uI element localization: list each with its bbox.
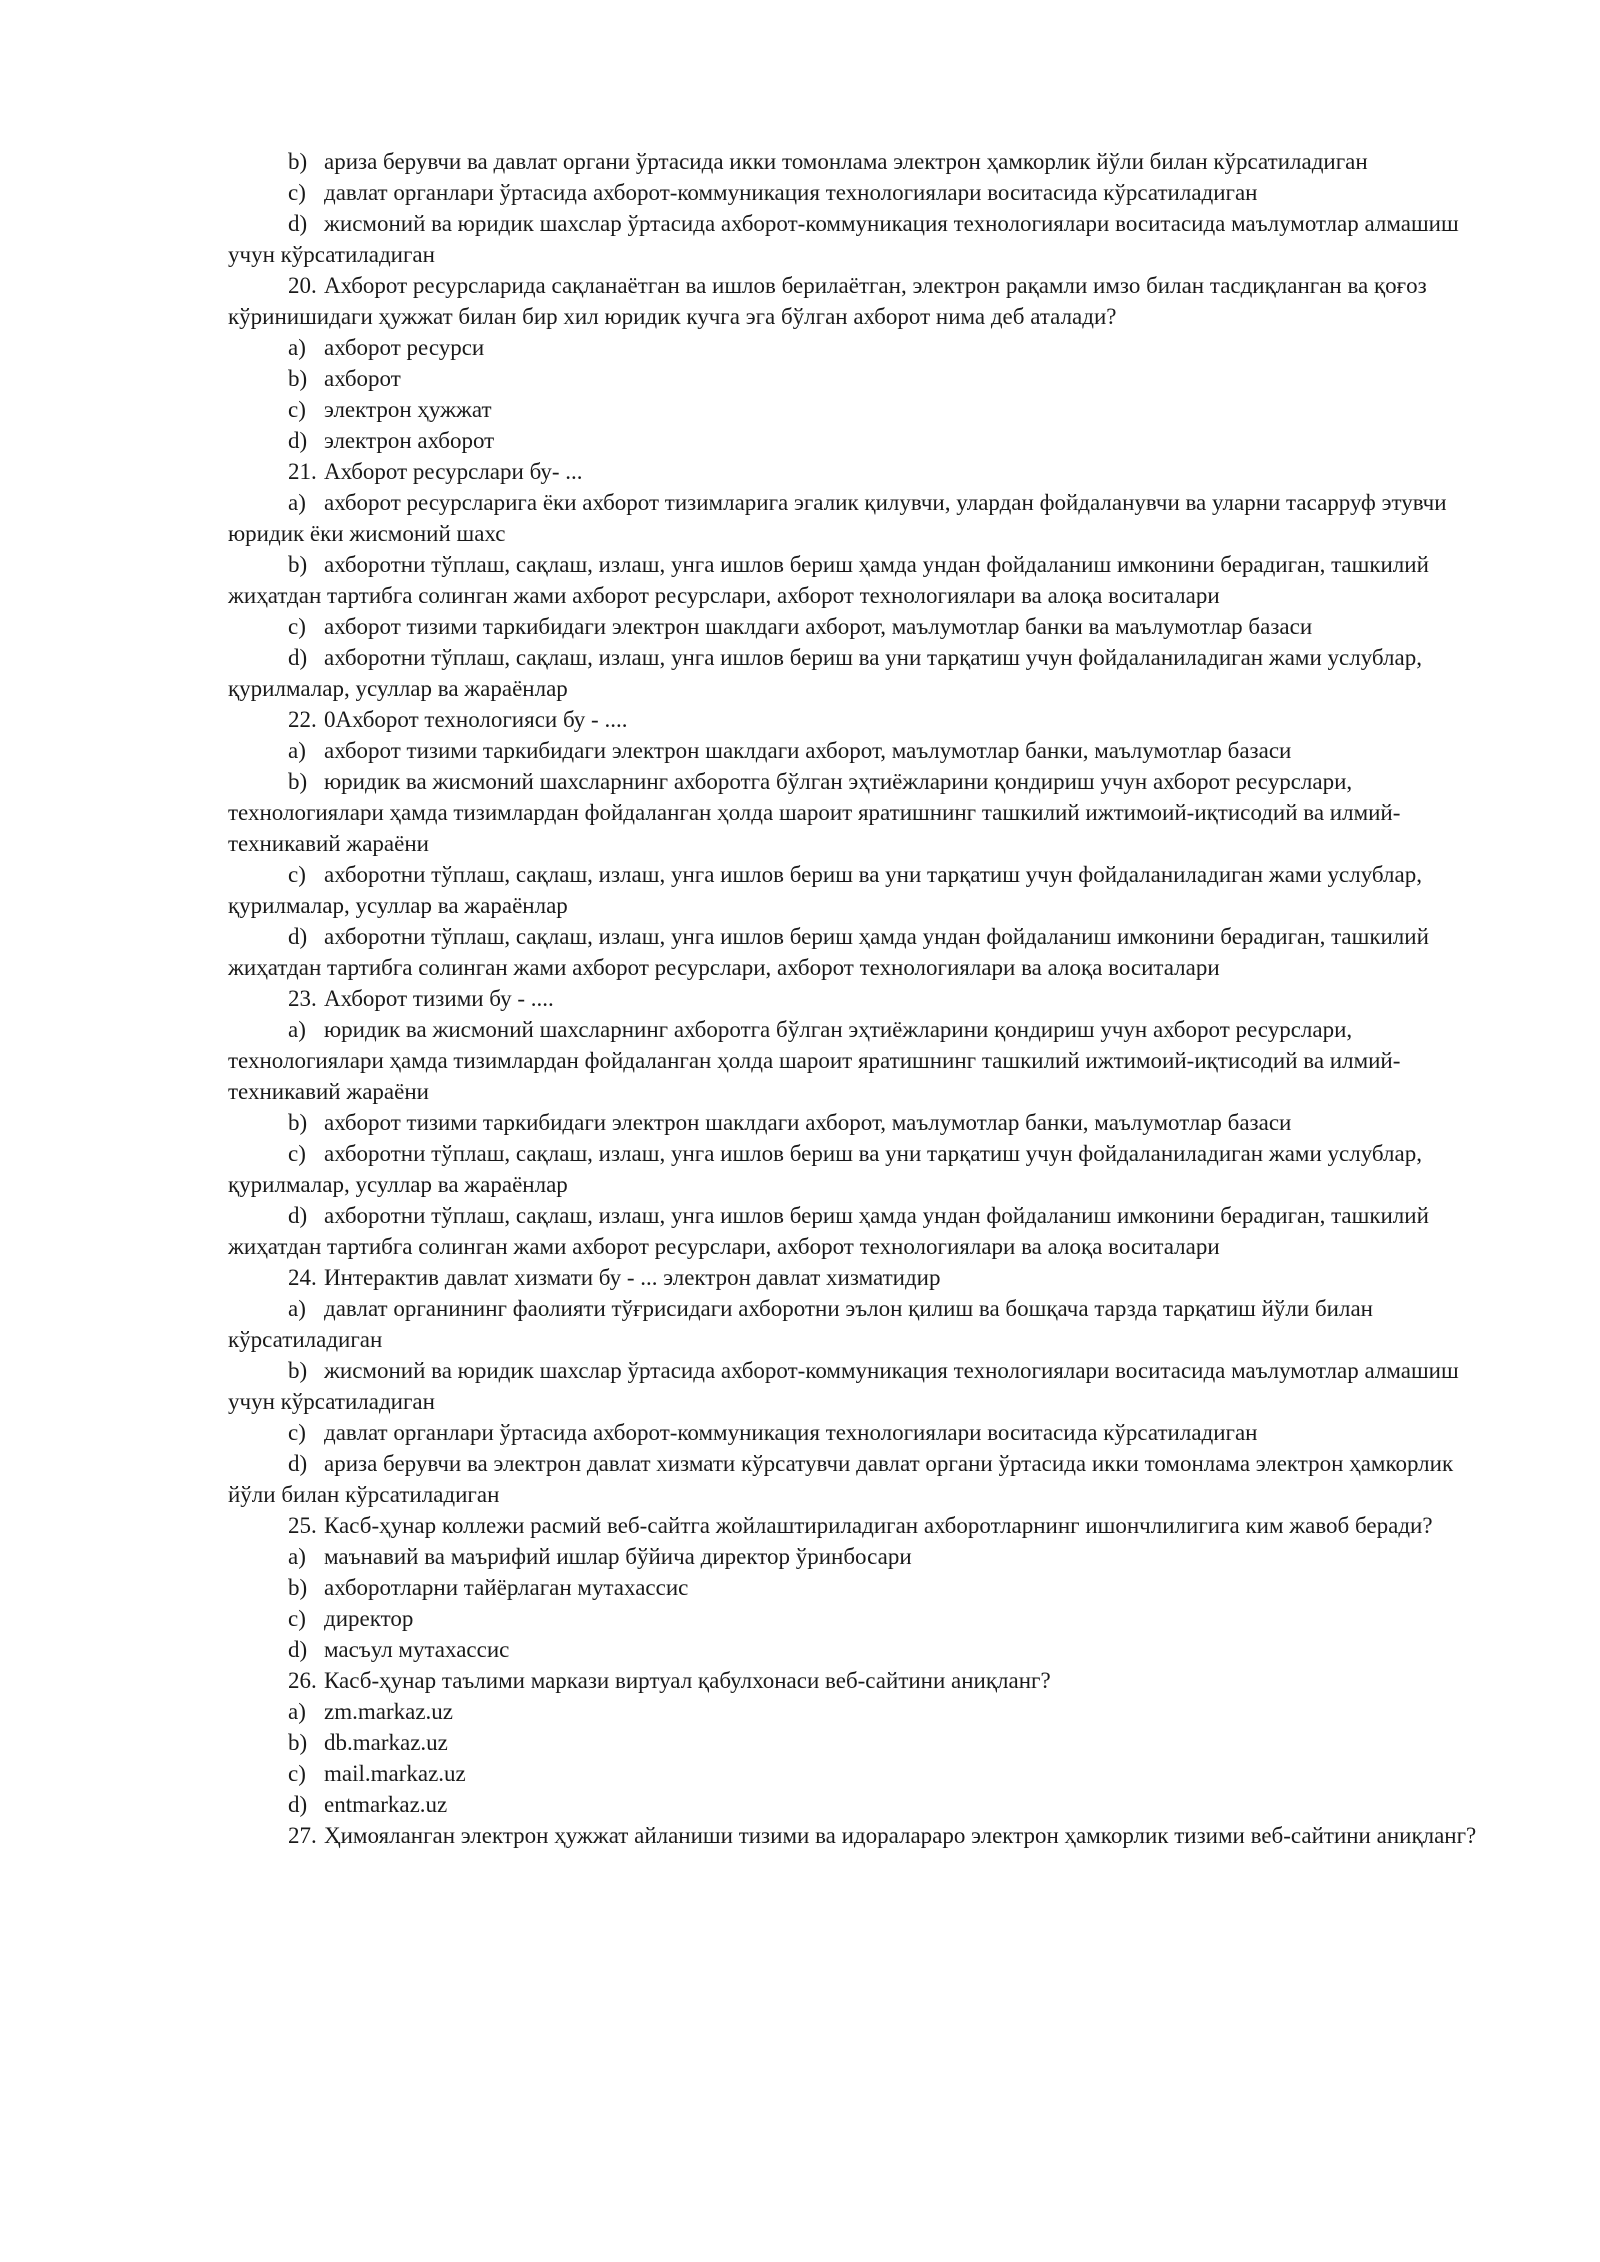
option-marker: b) [288, 769, 308, 794]
option-marker: b) [288, 1730, 308, 1755]
option-text: масъул мутахассис [324, 1637, 510, 1662]
option-text: электрон ҳужжат [324, 397, 492, 422]
question-item [228, 983, 1480, 1014]
answer-option [228, 1138, 1480, 1200]
option-marker: b) [288, 1110, 308, 1135]
option-text: zm.markaz.uz [324, 1699, 453, 1724]
question-number: 20. [288, 273, 317, 298]
option-text: юридик ва жисмоний шахсларнинг ахборотга бўлган эҳтиёжларини қондириш учун ахборот ресурслари, технологиялари ҳамда тизимлардан фойдаланган ҳолда шароит яратишнинг ташкилий ижтимоий-иқтисодий ва илмий-техникавий жараёни [228, 769, 1401, 856]
question-number: 22. [288, 707, 317, 732]
answer-option [228, 1727, 1480, 1758]
option-marker: d) [288, 428, 308, 453]
answer-option [228, 1200, 1480, 1262]
answer-option [228, 1448, 1480, 1510]
option-marker: a) [288, 1296, 306, 1321]
option-marker: a) [288, 1544, 306, 1569]
answer-option [228, 1014, 1480, 1107]
question-text: Ҳимояланган электрон ҳужжат айланиши тизими ва идоралараро электрон ҳамкорлик тизими веб-сайтини аниқланг? [324, 1823, 1477, 1848]
answer-option [228, 425, 1480, 456]
answer-option [228, 177, 1480, 208]
option-text: ариза берувчи ва электрон давлат хизмати кўрсатувчи давлат органи ўртасида икки томонлама электрон ҳамкорлик йўли билан кўрсатиладиган [228, 1451, 1454, 1507]
option-marker: a) [288, 1017, 306, 1042]
option-marker: d) [288, 1451, 308, 1476]
option-text: ахборотни тўплаш, сақлаш, излаш, унга ишлов бериш ҳамда ундан фойдаланиш имконини берадиган, ташкилий жиҳатдан тартибга солинган жами ахборот ресурслари, ахборот технологиялари ва алоқа воситалари [228, 1203, 1429, 1259]
question-text: Ахборот ресурслари бу- ... [324, 459, 583, 484]
option-marker: a) [288, 490, 306, 515]
question-item [228, 1665, 1480, 1696]
option-marker: c) [288, 180, 306, 205]
question-number: 25. [288, 1513, 317, 1538]
option-marker: d) [288, 924, 308, 949]
option-text: ариза берувчи ва давлат органи ўртасида икки томонлама электрон ҳамкорлик йўли билан кўрсатиладиган [324, 149, 1368, 174]
option-text: ахборот тизими таркибидаги электрон шаклдаги ахборот, маълумотлар банки ва маълумотлар базаси [324, 614, 1313, 639]
answer-option [228, 735, 1480, 766]
option-text: электрон ахборот [324, 428, 495, 453]
option-text: директор [324, 1606, 414, 1631]
option-marker: c) [288, 1606, 306, 1631]
option-marker: d) [288, 1203, 308, 1228]
answer-option [228, 146, 1480, 177]
option-text: ахборотни тўплаш, сақлаш, излаш, унга ишлов бериш ва уни тарқатиш учун фойдаланиладиган жами услублар, қурилмалар, усуллар ва жараёнлар [228, 645, 1422, 701]
answer-option [228, 487, 1480, 549]
option-marker: c) [288, 397, 306, 422]
option-text: юридик ва жисмоний шахсларнинг ахборотга бўлган эҳтиёжларини қондириш учун ахборот ресурслари, технологиялари ҳамда тизимлардан фойдаланган ҳолда шароит яратишнинг ташкилий ижтимоий-иқтисодий ва илмий-техникавий жараёни [228, 1017, 1401, 1104]
answer-option [228, 332, 1480, 363]
question-text: 0Ахборот технологияси бу - .... [324, 707, 628, 732]
answer-option [228, 611, 1480, 642]
question-item [228, 1262, 1480, 1293]
question-item [228, 1510, 1480, 1541]
option-text: ахборотни тўплаш, сақлаш, излаш, унга ишлов бериш ва уни тарқатиш учун фойдаланиладиган жами услублар, қурилмалар, усуллар ва жараёнлар [228, 862, 1422, 918]
question-text: Интерактив давлат хизмати бу - ... электрон давлат хизматидир [324, 1265, 941, 1290]
answer-option [228, 766, 1480, 859]
option-text: давлат органининг фаолияти тўғрисидаги ахборотни эълон қилиш ва бошқача тарзда тарқатиш йўли билан кўрсатиладиган [228, 1296, 1373, 1352]
option-marker: b) [288, 149, 308, 174]
question-text: Касб-ҳунар коллежи расмий веб-сайтга жойлаштириладиган ахборотларнинг ишончлилигига ким жавоб беради? [324, 1513, 1433, 1538]
question-number: 26. [288, 1668, 317, 1693]
option-marker: c) [288, 862, 306, 887]
option-text: ахборот тизими таркибидаги электрон шаклдаги ахборот, маълумотлар банки, маълумотлар базаси [324, 1110, 1292, 1135]
option-marker: d) [288, 211, 308, 236]
option-marker: a) [288, 335, 306, 360]
question-number: 21. [288, 459, 317, 484]
option-text: ахборот ресурсларига ёки ахборот тизимларига эгалик қилувчи, улардан фойдаланувчи ва уларни тасарруф этувчи юридик ёки жисмоний шахс [228, 490, 1447, 546]
option-text: ахборотни тўплаш, сақлаш, излаш, унга ишлов бериш ва уни тарқатиш учун фойдаланиладиган жами услублар, қурилмалар, усуллар ва жараёнлар [228, 1141, 1422, 1197]
option-text: ахборотни тўплаш, сақлаш, излаш, унга ишлов бериш ҳамда ундан фойдаланиш имконини берадиган, ташкилий жиҳатдан тартибга солинган жами ахборот ресурслари, ахборот технологиялари ва алоқа воситалари [228, 552, 1429, 608]
option-text: ахборотларни тайёрлаган мутахассис [324, 1575, 689, 1600]
option-text: жисмоний ва юридик шахслар ўртасида ахборот-коммуникация технологиялари воситасида маълумотлар алмашиш учун кўрсатиладиган [228, 211, 1459, 267]
answer-option [228, 1355, 1480, 1417]
question-text: Ахборот тизими бу - .... [324, 986, 554, 1011]
option-marker: a) [288, 1699, 306, 1724]
option-text: ахборот [324, 366, 401, 391]
option-text: ахборот ресурси [324, 335, 485, 360]
option-text: ахборот тизими таркибидаги электрон шаклдаги ахборот, маълумотлар банки, маълумотлар базаси [324, 738, 1292, 763]
answer-option [228, 363, 1480, 394]
question-number: 24. [288, 1265, 317, 1290]
option-marker: d) [288, 1637, 308, 1662]
answer-option [228, 1634, 1480, 1665]
option-marker: b) [288, 552, 308, 577]
answer-option [228, 1417, 1480, 1448]
question-text: Касб-ҳунар таълими маркази виртуал қабулхонаси веб-сайтини аниқланг? [324, 1668, 1051, 1693]
option-marker: b) [288, 1575, 308, 1600]
option-text: давлат органлари ўртасида ахборот-коммуникация технологиялари воситасида кўрсатиладиган [324, 1420, 1258, 1445]
option-marker: c) [288, 1420, 306, 1445]
option-text: ахборотни тўплаш, сақлаш, излаш, унга ишлов бериш ҳамда ундан фойдаланиш имконини берадиган, ташкилий жиҳатдан тартибга солинган жами ахборот ресурслари, ахборот технологиялари ва алоқа воситалари [228, 924, 1429, 980]
option-marker: c) [288, 614, 306, 639]
option-text: жисмоний ва юридик шахслар ўртасида ахборот-коммуникация технологиялари воситасида маълумотлар алмашиш учун кўрсатиладиган [228, 1358, 1459, 1414]
question-number: 27. [288, 1823, 317, 1848]
option-marker: d) [288, 645, 308, 670]
answer-option [228, 1696, 1480, 1727]
answer-option [228, 642, 1480, 704]
answer-option [228, 859, 1480, 921]
answer-option [228, 1107, 1480, 1138]
question-item [228, 704, 1480, 735]
option-text: маънавий ва маърифий ишлар бўйича директор ўринбосари [324, 1544, 912, 1569]
option-marker: b) [288, 1358, 308, 1383]
option-text: давлат органлари ўртасида ахборот-коммуникация технологиялари воситасида кўрсатиладиган [324, 180, 1258, 205]
answer-option [228, 1541, 1480, 1572]
answer-option [228, 1789, 1480, 1820]
answer-option [228, 549, 1480, 611]
option-marker: a) [288, 738, 306, 763]
question-item [228, 270, 1480, 332]
option-text: db.markaz.uz [324, 1730, 448, 1755]
question-item [228, 456, 1480, 487]
document-page [228, 146, 1480, 1851]
option-marker: d) [288, 1792, 308, 1817]
option-marker: b) [288, 366, 308, 391]
answer-option [228, 394, 1480, 425]
option-marker: c) [288, 1761, 306, 1786]
answer-option [228, 1293, 1480, 1355]
option-text: entmarkaz.uz [324, 1792, 448, 1817]
answer-option [228, 921, 1480, 983]
answer-option [228, 1758, 1480, 1789]
option-text: mail.markaz.uz [324, 1761, 466, 1786]
answer-option [228, 1603, 1480, 1634]
question-item [228, 1820, 1480, 1851]
option-marker: c) [288, 1141, 306, 1166]
question-number: 23. [288, 986, 317, 1011]
question-text: Ахборот ресурсларида сақланаётган ва ишлов берилаётган, электрон рақамли имзо билан тасдиқланган ва қоғоз кўринишидаги ҳужжат билан бир хил юридик кучга эга бўлган ахборот нима деб аталади? [228, 273, 1427, 329]
answer-option [228, 1572, 1480, 1603]
answer-option [228, 208, 1480, 270]
